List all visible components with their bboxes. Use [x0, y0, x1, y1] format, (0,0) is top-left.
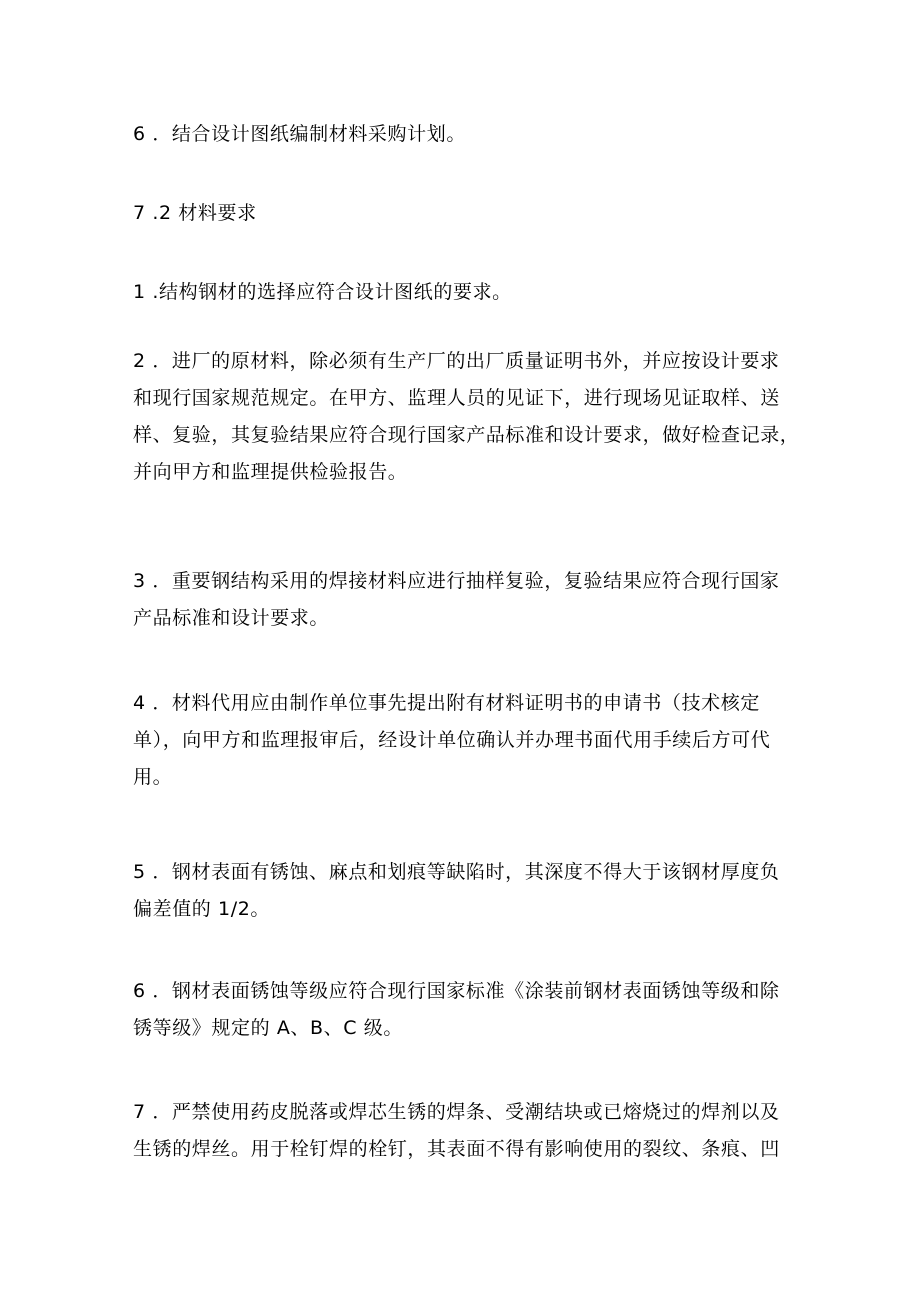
paragraph-item-7-prohibited-materials: [133, 1094, 798, 1168]
text-line: 用。: [133, 766, 173, 788]
text-line: 3 ．重要钢结构采用的焊接材料应进行抽样复验，复验结果应符合现行国家: [133, 570, 780, 592]
text-line: 样、复验，其复验结果应符合现行国家产品标准和设计要求，做好检查记录，: [133, 424, 800, 446]
text-line: 偏差值的 1/2。: [133, 898, 271, 920]
text-line: 和现行国家规范规定。在甲方、监理人员的见证下，进行现场见证取样、送: [133, 387, 780, 409]
text-line: 生锈的焊丝。用于栓钉焊的栓钉，其表面不得有影响使用的裂纹、条痕、凹: [133, 1138, 780, 1160]
text-line: 并向甲方和监理提供检验报告。: [133, 461, 408, 483]
text-line: 2 ．进厂的原材料，除必须有生产厂的出厂质量证明书外，并应按设计要求: [133, 350, 780, 372]
text-line: 单），向甲方和监理报审后，经设计单位确认并办理书面代用手续后方可代: [133, 729, 771, 751]
text-line: 5 ．钢材表面有锈蚀、麻点和划痕等缺陷时，其深度不得大于该钢材厚度负: [133, 861, 780, 883]
section-heading-text: 7 .2 材料要求: [133, 202, 257, 224]
paragraph-item-6-corrosion-grade: [133, 973, 798, 1047]
paragraph-item-1-steel-selection: [133, 274, 798, 311]
paragraph-item-4-material-substitution: [133, 685, 798, 796]
text-line: 4 ．材料代用应由制作单位事先提出附有材料证明书的申请书（技术核定: [133, 692, 760, 714]
paragraph-item-5-surface-defects: [133, 854, 798, 928]
text-line: 1 .结构钢材的选择应符合设计图纸的要求。: [133, 281, 512, 303]
paragraph-item-6-procurement-plan: [133, 116, 798, 153]
text-line: 6 ．结合设计图纸编制材料采购计划。: [133, 123, 466, 145]
paragraph-item-3-welding-materials: [133, 563, 798, 637]
text-line: 锈等级》规定的 A、B、C 级。: [133, 1017, 403, 1039]
text-line: 6 ．钢材表面锈蚀等级应符合现行国家标准《涂装前钢材表面锈蚀等级和除: [133, 980, 780, 1002]
text-line: 产品标准和设计要求。: [133, 607, 330, 629]
paragraph-item-2-raw-materials: [133, 343, 798, 491]
section-heading-7-2: [133, 195, 798, 232]
text-line: 7 ．严禁使用药皮脱落或焊芯生锈的焊条、受潮结块或已熔烧过的焊剂以及: [133, 1101, 780, 1123]
